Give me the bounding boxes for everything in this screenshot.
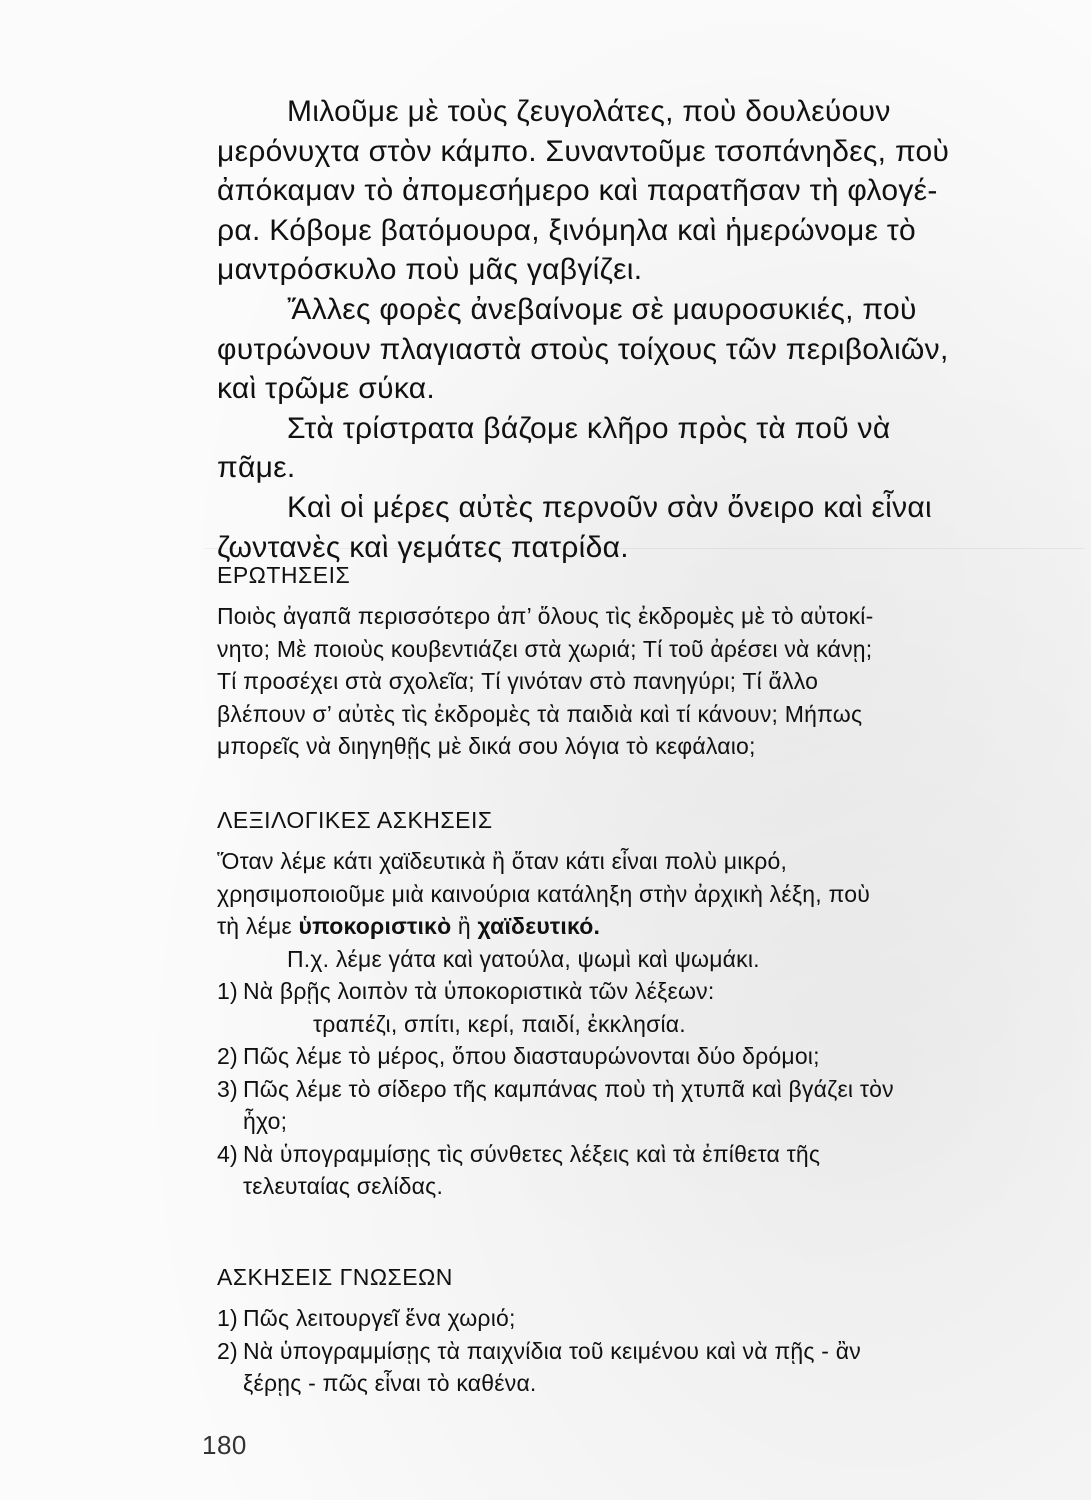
term-prefix: τὴ λέμε — [217, 913, 299, 939]
text-line: μαντρόσκυλο ποὺ μᾶς γαβγίζει. — [217, 253, 643, 287]
exercise-number: 2) — [217, 1043, 238, 1069]
lexical-section — [217, 805, 1067, 1203]
exercise-text: ξέρῃς - πῶς εἶναι τὸ καθένα. — [243, 1370, 537, 1396]
lexical-intro-line: Ὅταν λέμε κάτι χαϊδευτικὰ ἢ ὅταν κάτι εἶναι πολὺ μικρό, — [217, 848, 788, 874]
text-line: ἀπόκαμαν τὸ ἀπομεσήμερο καὶ παρατῆσαν τὴ φλογέ- — [217, 174, 938, 208]
text-line: ρα. Κόβομε βατόμουρα, ξινόμηλα καὶ ἡμερώνομε τὸ — [217, 213, 917, 247]
term-mid: ἢ — [451, 913, 478, 939]
section-divider — [205, 548, 1085, 549]
paragraph-1 — [217, 92, 1067, 290]
exercise-item — [217, 1138, 1067, 1203]
questions-heading: ΕΡΩΤΗΣΕΙΣ — [217, 562, 351, 588]
exercise-text: ἦχο; — [243, 1108, 288, 1134]
lexical-heading: ΛΕΞΙΛΟΓΙΚΕΣ ΑΣΚΗΣΕΙΣ — [217, 807, 493, 833]
exercise-text: Νὰ ὑπογραμμίσῃς τὰ παιχνίδια τοῦ κειμένου καὶ νὰ πῇς - ἂν — [243, 1337, 861, 1364]
paragraph-4 — [217, 488, 1067, 567]
exercise-number: 4) — [217, 1140, 238, 1167]
exercise-text: Πῶς λέμε τὸ σίδερο τῆς καμπάνας ποὺ τὴ χτυπᾶ καὶ βγάζει τὸν — [243, 1075, 894, 1102]
knowledge-section — [217, 1262, 1067, 1400]
main-prose — [217, 92, 1067, 567]
term-diminutive: ὑποκοριστικὸ — [298, 913, 452, 939]
exercise-text: Πῶς λειτουργεῖ ἕνα χωριό; — [243, 1305, 516, 1331]
text-line: φυτρώνουν πλαγιαστὰ στοὺς τοίχους τῶν περιβολιῶν, — [217, 332, 949, 366]
text-line: μερόνυχτα στὸν κάμπο. Συναντοῦμε τσοπάνηδες, ποὺ — [217, 134, 950, 168]
text-line: Ἄλλες φορὲς ἀνεβαίνομε σὲ μαυροσυκιές, ποὺ — [287, 292, 917, 326]
question-line: νητο; Μὲ ποιοὺς κουβεντιάζει στὰ χωριά; Τί τοῦ ἀρέσει νὰ κάνῃ; — [217, 635, 873, 662]
exercise-text: Νὰ ὑπογραμμίσῃς τὶς σύνθετες λέξεις καὶ τὰ ἐπίθετα τῆς — [243, 1140, 821, 1167]
question-line: Ποιὸς ἀγαπᾶ περισσότερο ἀπ’ ὅλους τὶς ἐκδρομὲς μὲ τὸ αὐτοκί- — [217, 603, 874, 629]
example-line: Π.χ. λέμε γάτα καὶ γατούλα, ψωμὶ καὶ ψωμάκι. — [287, 945, 760, 972]
exercise-word-list: τραπέζι, σπίτι, κερί, παιδί, ἐκκλησία. — [313, 1010, 686, 1037]
text-line: καὶ τρῶμε σύκα. — [217, 372, 436, 406]
text-line: ζωντανὲς καὶ γεμάτες πατρίδα. — [217, 530, 629, 564]
exercise-number: 2) — [217, 1337, 238, 1364]
page-number: 180 — [202, 1430, 247, 1460]
exercise-item — [217, 1302, 1067, 1335]
exercise-item — [217, 1335, 1067, 1400]
questions-section — [217, 560, 1067, 763]
exercise-text: Πῶς λέμε τὸ μέρος, ὅπου διασταυρώνονται δύο δρόμοι; — [243, 1043, 820, 1069]
exercise-number: 3) — [217, 1075, 238, 1102]
text-line: Στὰ τρίστρατα βάζομε κλῆρο πρὸς τὰ ποῦ νὰ — [287, 411, 891, 445]
text-line: Καὶ οἱ μέρες αὐτὲς περνοῦν σὰν ὄνειρο καὶ εἶναι — [287, 490, 933, 524]
exercise-item — [217, 975, 1067, 1008]
exercise-text: τελευταίας σελίδας. — [243, 1173, 444, 1199]
exercise-text: Νὰ βρῇς λοιπὸν τὰ ὑποκοριστικὰ τῶν λέξεων: — [243, 978, 715, 1004]
exercise-item — [217, 1073, 1067, 1138]
lexical-term-line — [217, 910, 1067, 943]
knowledge-heading: ΑΣΚΗΣΕΙΣ ΓΝΩΣΕΩΝ — [217, 1264, 453, 1290]
text-line: πᾶμε. — [217, 451, 296, 485]
question-line: μπορεῖς νὰ διηγηθῇς μὲ δικά σου λόγια τὸ κεφάλαιο; — [217, 733, 756, 759]
question-line: Τί προσέχει στὰ σχολεῖα; Τί γινόταν στὸ πανηγύρι; Τί ἄλλο — [217, 668, 819, 694]
paragraph-2 — [217, 290, 1067, 409]
text-line: Μιλοῦμε μὲ τοὺς ζευγολάτες, ποὺ δουλεύουν — [287, 95, 891, 128]
exercise-number: 1) — [217, 1305, 238, 1331]
paragraph-3 — [217, 409, 1067, 488]
question-line: βλέπουν σ’ αὐτὲς τὶς ἐκδρομὲς τὰ παιδιὰ καὶ τί κάνουν; Μήπως — [217, 700, 863, 727]
exercise-item — [217, 1040, 1067, 1073]
term-endearing: χαϊδευτικό. — [477, 913, 601, 939]
exercise-number: 1) — [217, 978, 238, 1004]
lexical-intro-line: χρησιμοποιοῦμε μιὰ καινούρια κατάληξη στὴν ἀρχικὴ λέξη, ποὺ — [217, 880, 870, 907]
